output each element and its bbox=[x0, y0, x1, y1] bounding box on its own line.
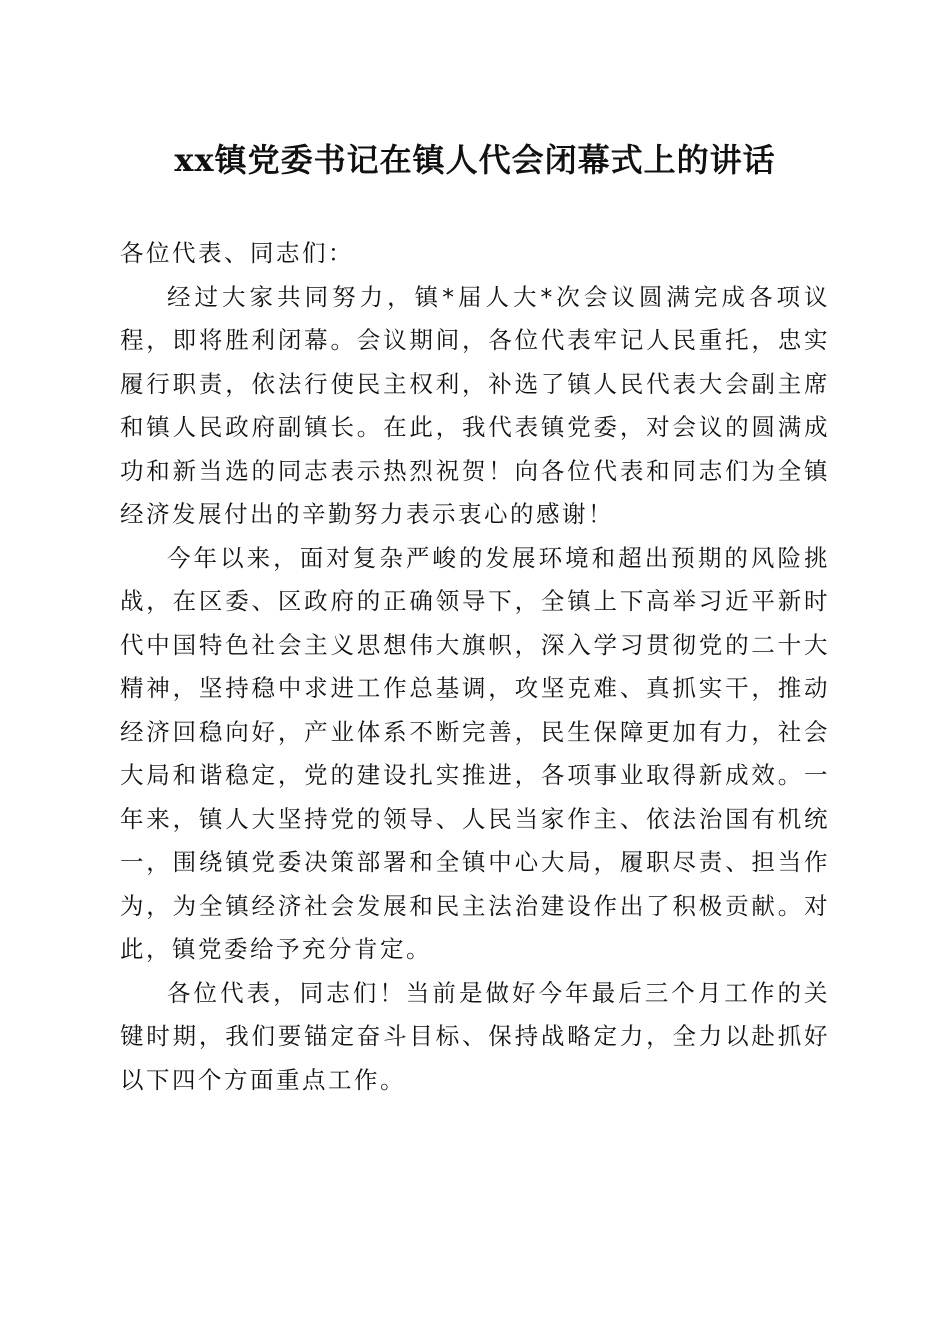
paragraph-2: 今年以来，面对复杂严峻的发展环境和超出预期的风险挑战，在区委、区政府的正确领导下，全镇上下高举习近平新时代中国特色社会主义思想伟大旗帜，深入学习贯彻党的二十大精神，坚持稳中求进工作总基调，攻坚克难、真抓实干，推动经济回稳向好，产业体系不断完善，民生保障更加有力，社会大局和谐稳定，党的建设扎实推进，各项事业取得新成效。一年来，镇人大坚持党的领导、人民当家作主、依法治国有机统一，围绕镇党委决策部署和全镇中心大局，履职尽责、担当作为，为全镇经济社会发展和民主法治建设作出了积极贡献。对此，镇党委给予充分肯定。 bbox=[120, 543, 830, 963]
salutation: 各位代表、同志们： bbox=[120, 239, 354, 267]
paragraph-3: 各位代表，同志们！当前是做好今年最后三个月工作的关键时期，我们要锚定奋斗目标、保持战略定力，全力以赴抓好以下四个方面重点工作。 bbox=[120, 978, 830, 1094]
paragraph-1: 经过大家共同努力，镇*届人大*次会议圆满完成各项议程，即将胜利闭幕。会议期间，各位代表牢记人民重托，忠实履行职责，依法行使民主权利，补选了镇人民代表大会副主席和镇人民政府副镇长。在此，我代表镇党委，对会议的圆满成功和新当选的同志表示热烈祝贺！向各位代表和同志们为全镇经济发展付出的辛勤努力表示衷心的感谢！ bbox=[120, 282, 830, 528]
document-title: xx镇党委书记在镇人代会闭幕式上的讲话 bbox=[174, 141, 776, 179]
document-body bbox=[120, 232, 830, 1102]
